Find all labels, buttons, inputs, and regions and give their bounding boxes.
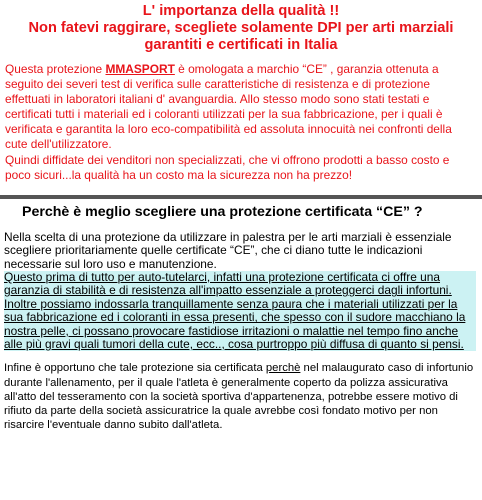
closing-text: nel malaugurato caso di infortunio durante l'allenamento, per il quale l'atleta è generalmente coperto da polizza assicurativa all'atto del tesseramento con la società sportiva d'appartenenza, potrebbe essere motivo di rifiuto da parte della società assicuratrice la quale avrebbe così fondato motivo per non risarcire l'eventuale danno subito dall'atleta. (4, 362, 474, 432)
quality-heading (4, 3, 478, 54)
intro-paragraph (5, 62, 476, 183)
paragraph-certification-choice: Nella scelta di una protezione da utilizzare in palestra per le arti marziali è essenziale scegliere prioritariamente quelle certificate “CE”, che ci diano tutte le indicazioni necessarie sul loro uso e manutenzione. (4, 229, 452, 271)
section-question-heading: Perchè è meglio scegliere una protezione certificata “CE” ? (22, 203, 423, 220)
brand-name: MMASPORT (105, 62, 175, 76)
intro-prefix: Questa protezione (5, 62, 106, 76)
intro-text: è omologata a marchio “CE” , garanzia ottenuta a seguito dei severi test di verifica sulle caratteristiche di resistenza e di protezione effettuati in laboratori italiani d' avanguardia. Allo stesso modo sono stati testati e certificati tutti i materiali ed i coloranti utilizzati per la sua fabbricazione, per i quali è verificata e garantita la loro eco-compatibilità ed assoluta innocuità nei confronti della cute dell'utilizzatore. (5, 62, 452, 152)
highlight-paragraph-materials: Inoltre possiamo indossarla tranquillamente senza paura che i materiali utilizzati per la sua fabbricazione ed i coloranti in essa presenti, che spesso con il sudore macchiano la nostra pelle, ci possano provocare fastidiose irritazioni o malattie nel tempo fino anche alle più gravi quali tumori della cute, ecc.., cosa purtroppo più diffusa di quanto si pensi. (4, 298, 476, 352)
closing-paragraph (4, 361, 476, 432)
intro-warning: Quindi diffidate dei venditori non specializzati, che vi offrono prodotti a basso costo e poco sicuri...la qualità ha un costo ma la sicurezza non ha prezzo! (5, 152, 450, 182)
closing-prefix: Infine è opportuno che tale protezione sia certificata (4, 362, 266, 375)
heading-line-2: Non fatevi raggirare, scegliete solamente DPI per arti marziali garantiti e certificati in Italia (28, 20, 454, 53)
closing-underlined-word: perchè (265, 362, 301, 375)
highlight-paragraph-protection: Questo prima di tutto per auto-tutelarci, infatti una protezione certificata ci offre una garanzia di stabilità e di resistenza all'impatto essenziale a proteggerci dagli infortuni. (4, 271, 476, 298)
section-divider (0, 195, 482, 199)
heading-line-1: L' importanza della qualità !! (142, 3, 340, 19)
